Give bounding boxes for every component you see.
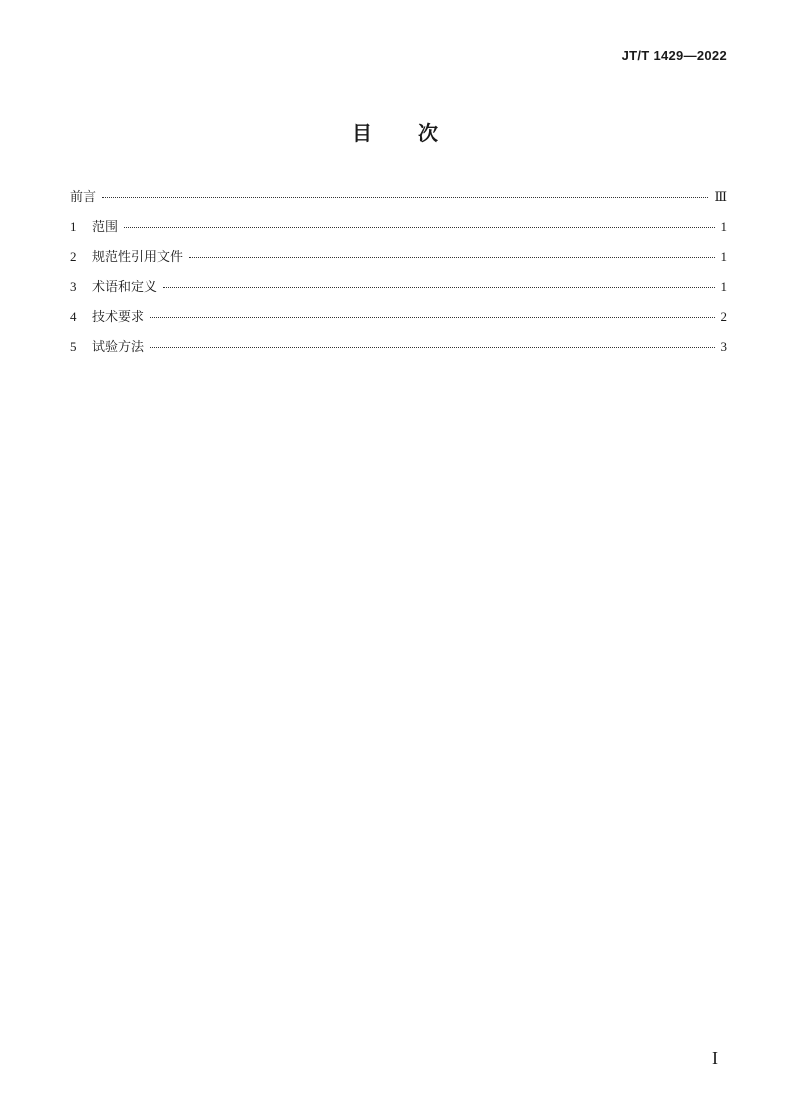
toc-label: 范围 — [92, 220, 119, 235]
toc-page-number: 1 — [720, 219, 727, 234]
toc-section-number: 3 — [70, 279, 77, 294]
toc-section-number: 4 — [70, 309, 77, 324]
footer-page-number: I — [712, 1048, 718, 1068]
toc-entry-normative-references[interactable] — [70, 246, 727, 276]
toc-entry-terms-definitions[interactable] — [70, 276, 727, 306]
toc-page-number: 3 — [720, 339, 727, 354]
toc-section-number: 5 — [70, 339, 77, 354]
dot-leader — [124, 227, 714, 228]
toc-label: 试验方法 — [92, 340, 145, 355]
dot-leader — [150, 317, 714, 318]
table-of-contents — [70, 186, 727, 366]
page-title — [0, 117, 790, 146]
dot-leader — [150, 347, 714, 348]
toc-page-number: 1 — [720, 249, 727, 264]
toc-section-number: 1 — [70, 219, 77, 234]
toc-entry-technical-requirements[interactable] — [70, 306, 727, 336]
toc-entry-scope[interactable] — [70, 216, 727, 246]
toc-entry-test-methods[interactable] — [70, 336, 727, 366]
standard-code: JT/T 1429—2022 — [621, 48, 727, 63]
title-char-2: 次 — [418, 121, 438, 145]
toc-label: 前言 — [70, 190, 97, 205]
toc-section-number: 2 — [70, 249, 77, 264]
toc-page-number: Ⅲ — [714, 189, 727, 204]
toc-page-number: 2 — [720, 309, 727, 324]
dot-leader — [102, 197, 708, 198]
dot-leader — [163, 287, 714, 288]
title-char-1: 目 — [352, 121, 372, 145]
toc-entry-foreword[interactable] — [70, 186, 727, 216]
toc-page-number: 1 — [720, 279, 727, 294]
toc-label: 技术要求 — [92, 310, 145, 325]
toc-label: 术语和定义 — [92, 280, 158, 295]
toc-label: 规范性引用文件 — [92, 250, 184, 265]
dot-leader — [189, 257, 714, 258]
